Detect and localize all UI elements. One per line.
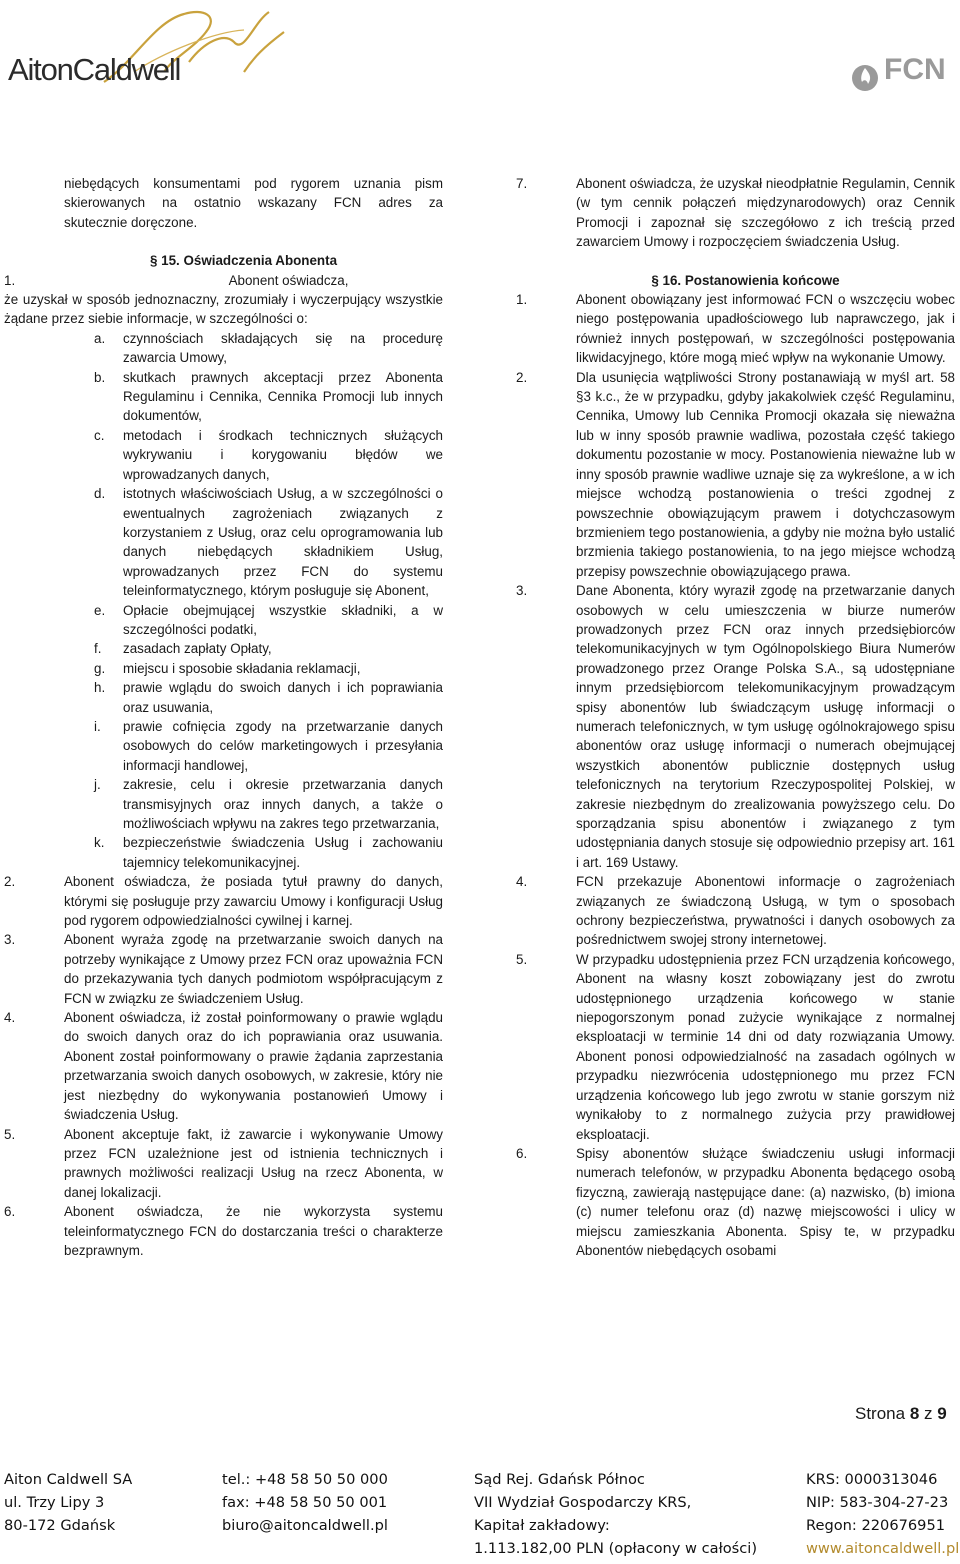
sub-item-letter: k. bbox=[94, 835, 105, 851]
brand-left-text: AitonCaldwell bbox=[8, 52, 181, 87]
footer-line: Aiton Caldwell SA bbox=[4, 1471, 133, 1488]
list-item bbox=[516, 290, 955, 368]
list-item bbox=[516, 581, 955, 872]
page-number bbox=[855, 1404, 947, 1423]
list-item bbox=[516, 1144, 955, 1260]
footer-line: Sąd Rej. Gdańsk Północ bbox=[474, 1471, 645, 1488]
list-item bbox=[4, 1202, 443, 1260]
list-item bbox=[516, 174, 955, 252]
footer bbox=[0, 1462, 960, 1564]
sub-item-text: bezpieczeństwie świadczenia Usług i zachowaniu tajemnicy telekomunikacyjnej. bbox=[123, 835, 443, 870]
sub-item-letter: d. bbox=[94, 486, 106, 502]
item-text: Spisy abonentów służące świadczeniu usługi informacji numerach telefonów, w przypadku Abonenta będącego osobą fizyczną, zawierają następujące dane: (a) nazwisko, (b) imiona (c) numer telefonu oraz (d) nazwę miejscowości i ulicy w miejscu zamieszkania Abonenta. Spisy te, w przypadku Abonentów niebędących osobami bbox=[576, 1145, 955, 1258]
sub-item-letter: b. bbox=[94, 369, 106, 385]
footer-line: tel.: +48 58 50 50 000 bbox=[222, 1471, 388, 1488]
item-number: 1. bbox=[516, 292, 528, 308]
footer-line: Kapitał zakładowy: bbox=[474, 1517, 610, 1534]
list-item bbox=[516, 872, 955, 950]
numbered-list bbox=[4, 872, 443, 1260]
numbered-list bbox=[516, 290, 955, 1260]
sub-item-text: Opłacie obejmującej wszystkie składniki, a w szczególności podatki, bbox=[123, 602, 443, 637]
item-number: 5. bbox=[4, 1126, 16, 1142]
intro-paragraph bbox=[4, 174, 443, 232]
item-text: Abonent oświadcza, że uzyskał nieodpłatnie Regulamin, Cennik (w tym cennik połączeń międzynarodowych) oraz Cennik Promocji i zapoznał się szczegółowo z ich treścią przed zawarciem Umowy i rozpoczęciem świadczenia Usług. bbox=[576, 176, 955, 250]
item-number: 3. bbox=[4, 932, 16, 948]
item-text: FCN przekazuje Abonentowi informacje o zagrożeniach związanych ze świadczoną Usługą, w tym o sposobach ochrony bezpieczeństwa, prywatności i danych osobowych za pośrednictwem swojej strony internetowej. bbox=[576, 874, 955, 948]
flame-logo-icon bbox=[850, 60, 880, 94]
item-number: 7. bbox=[516, 176, 528, 191]
sub-item-letter: j. bbox=[94, 777, 101, 793]
page-sep: z bbox=[924, 1404, 933, 1423]
sub-item-letter: f. bbox=[94, 641, 102, 657]
item-text: Abonent oświadcza, iż został poinformowany o prawie wglądu do swoich danych oraz do ich poprawiania oraz usuwania. Abonent został poinformowany o prawie żądania zaprzestania przetwarzania swoich danych osobowych, w zakresie, który nie jest niezbędny do wykonywania postanowień Umowy i świadczenia Usług. bbox=[64, 1010, 443, 1123]
sub-item-text: istotnych właściwościach Usług, a w szczególności o ewentualnych zagrożeniach związanych z korzystaniem z Usług, oraz celu oprogramowania lub danych niebędących składnikiem Usług, wprowadzanych przez FCN do systemu teleinformatycznego, którym posługuje się Abonent, bbox=[123, 486, 443, 599]
item-text: Abonent akceptuje fakt, iż zawarcie i wykonywanie Umowy przez FCN uzależnione jest od istnienia technicznych i prawnych możliwości realizacji Usług na rzecz Abonenta, w danej lokalizacji. bbox=[64, 1126, 443, 1200]
sub-list bbox=[4, 329, 443, 872]
sub-item-letter: h. bbox=[94, 680, 106, 696]
sub-list-item bbox=[94, 601, 443, 640]
sub-item-letter: e. bbox=[94, 602, 106, 618]
item-text: Dane Abonenta, który wyraził zgodę na przetwarzanie danych osobowych w celu umieszczenia w biurze numerów prowadzonych przez FCN oraz innych przedsiębiorców telekomunikacyjnych w tym Ogólnopolskiego Biura Numerów prowadzonego przez Orange Polska S.A., są udostępniane innym przedsiębiorcom telekomunikacyjnym prowadzącym spisy abonentów lub świadczącym usługę informacji o numerach telefonicznych, w tym usługę ogólnokrajowego spisu abonentów oraz usługę informacji o numerach obejmującej wszystkich abonentów publicznie dostępnych usług telefonicznych na terytorium Rzeczypospolitej Polskiej, w zakresie niezbędnym do zrealizowania powyższego celu. Do sporządzania spisu abonentów i związanego z tym udostępniania danych stosuje się odpowiednio przepisy art. 161 i art. 169 Ustawy. bbox=[576, 583, 955, 870]
footer-line: KRS: 0000313046 bbox=[806, 1471, 938, 1488]
sub-list-item bbox=[94, 659, 443, 678]
sub-item-letter: i. bbox=[94, 718, 101, 734]
footer-registry bbox=[474, 1468, 757, 1560]
item-number: 6. bbox=[4, 1204, 16, 1220]
footer-line: ul. Trzy Lipy 3 bbox=[4, 1494, 105, 1511]
list-item bbox=[4, 930, 443, 1008]
list-item bbox=[4, 271, 443, 290]
item-number: 2. bbox=[4, 874, 16, 890]
footer-line: 80-172 Gdańsk bbox=[4, 1517, 116, 1534]
sub-list-item bbox=[94, 678, 443, 717]
sub-list-item bbox=[94, 717, 443, 775]
sub-item-text: miejscu i sposobie składania reklamacji, bbox=[123, 660, 361, 676]
sub-item-text: prawie cofnięcia zgody na przetwarzanie danych osobowych do celów marketingowych i przesyłania informacji handlowej, bbox=[123, 718, 443, 773]
list-item bbox=[4, 1125, 443, 1203]
item-number: 4. bbox=[4, 1010, 16, 1026]
item-text: W przypadku udostępnienia przez FCN urządzenia końcowego, Abonent na własny koszt zobowiązany jest do zwrotu udostępnionego urządzenia końcowego w stanie niepogorszonym ponad zużycie wynikające z normalnej eksploatacji w terminie 14 dni od daty rozwiązania Umowy. Abonent ponosi odpowiedzialność na zasadach ogólnych w przypadku niezwrócenia udostępnionego mu przez FCN urządzenia końcowego lub jego zwrotu w stanie gorszym niż wynikałoby to z normalnego zużycia przy prawidłowej eksploatacji. bbox=[576, 951, 955, 1142]
section-heading: § 15. Oświadczenia Abonenta bbox=[149, 253, 338, 269]
sub-item-text: zakresie, celu i okresie przetwarzania danych transmisyjnych oraz innych danych, a także o możliwościach wpływu na zakres tego przetwarzania, bbox=[123, 777, 443, 831]
sub-list-item bbox=[94, 368, 443, 426]
footer-line: Regon: 220676951 bbox=[806, 1517, 946, 1534]
item-number: 5. bbox=[516, 951, 528, 967]
footer-ids bbox=[806, 1468, 959, 1560]
list-item bbox=[4, 872, 443, 930]
item-number: 4. bbox=[516, 874, 528, 890]
item-text: Abonent obowiązany jest informować FCN o wszczęciu wobec niego postępowania upadłościowego lub naprawczego, jak i również innych postępowań, w szczególności postępowania likwidacyjnego, które mogą mieć wpływ na wykonanie Umowy. bbox=[576, 292, 955, 366]
text-line: niebędących konsumentami pod rygorem uznania pism bbox=[64, 176, 443, 191]
aiton-caldwell-logo bbox=[4, 2, 294, 94]
footer-line: fax: +48 58 50 50 001 bbox=[222, 1494, 388, 1511]
sub-item-letter: c. bbox=[94, 427, 105, 443]
text-line: skierowanych na ostatnio wskazany FCN adres za bbox=[64, 195, 443, 211]
sub-item-text: czynnościach składających się na procedurę zawarcia Umowy, bbox=[123, 330, 443, 366]
item-text: Abonent oświadcza, bbox=[228, 272, 349, 288]
sub-item-letter: g. bbox=[94, 660, 106, 676]
sub-item-text: metodach i środkach technicznych służących wykrywaniu i korygowaniu błędów we wprowadzanych danych, bbox=[123, 427, 443, 482]
item-text: Abonent oświadcza, że posiada tytuł prawny do danych, którymi się posługuje przy zawarciu Umowy i konfiguracji Usług pod rygorem odpowiedzialności cywilnej i karnej. bbox=[64, 874, 443, 929]
left-column bbox=[4, 174, 443, 1260]
sub-list-item bbox=[94, 426, 443, 484]
list-item bbox=[4, 1008, 443, 1124]
footer-line: VII Wydział Gospodarczy KRS, bbox=[474, 1494, 692, 1511]
item-number: 1. bbox=[4, 272, 16, 288]
item-text: że uzyskał w sposób jednoznaczny, zrozumiały i wyczerpujący wszystkie żądane przez siebie informacje, w szczególności o: bbox=[4, 292, 443, 327]
right-column bbox=[516, 174, 955, 1260]
item-text: Dla usunięcia wątpliwości Strony postanawiają w myśl art. 58 §3 k.c., że w przypadku, gdyby jakakolwiek część Regulaminu, Cennika, Umowy lub Cennika Promocji okazała się nieważna lub w inny sposób prawnie wadliwa, pozostała część takiego dokumentu pozostanie w mocy. Postanowienia nieważne lub w inny sposób prawnie wadliwe uznaje się za wykreślone, a w ich miejsce wchodzą postanowienia o treści zgodnej z powszechnie obowiązującym prawem i dotychczasowym brzmieniem tego postanowienia, a gdyby nie można było ustalić brzmienia takiego postanowienia, to na jego miejsce wchodzą przepisy powszechnie obowiązującego prawa. bbox=[576, 369, 955, 579]
page-total: 9 bbox=[937, 1404, 947, 1423]
item-number: 6. bbox=[516, 1145, 528, 1161]
footer-website-link[interactable]: www.aitoncaldwell.pl bbox=[806, 1540, 960, 1557]
sub-item-text: zasadach zapłaty Opłaty, bbox=[123, 641, 272, 657]
footer-line: 1.113.182,00 PLN (opłacony w całości) bbox=[474, 1540, 758, 1557]
sub-list-item bbox=[94, 639, 443, 658]
list-item bbox=[516, 950, 955, 1144]
item-text: Abonent wyraża zgodę na przetwarzanie swoich danych na potrzeby wynikające z Umowy przez FCN oraz upoważnia FCN do przekazywania tych danych podmiotom współpracującym z FCN w związku ze świadczeniem Usług. bbox=[64, 932, 443, 1006]
item-number: 3. bbox=[516, 583, 528, 599]
sub-list-item bbox=[94, 484, 443, 600]
list-item bbox=[516, 368, 955, 581]
brand-right-text: FCN bbox=[884, 53, 946, 86]
footer-line: NIP: 583-304-27-23 bbox=[806, 1494, 949, 1511]
sub-list-item bbox=[94, 329, 443, 368]
footer-contact bbox=[222, 1468, 388, 1537]
item-text: Abonent oświadcza, że nie wykorzysta systemu teleinformatycznego FCN do dostarczania treści o charakterze bezprawnym. bbox=[64, 1204, 443, 1258]
section-heading: § 16. Postanowienia końcowe bbox=[651, 272, 840, 288]
sub-item-text: skutkach prawnych akceptacji przez Abonenta Regulaminu i Cennika, Cennika Promocji lub innych dokumentów, bbox=[123, 369, 443, 424]
item-number: 2. bbox=[516, 369, 528, 385]
footer-email[interactable]: biuro@aitoncaldwell.pl bbox=[222, 1517, 388, 1534]
page-current: 8 bbox=[909, 1404, 920, 1423]
footer-company bbox=[4, 1468, 132, 1537]
sub-item-letter: a. bbox=[94, 330, 106, 346]
text-line: skutecznie doręczone. bbox=[64, 214, 198, 230]
sub-list-item bbox=[94, 775, 443, 833]
sub-item-text: prawie wglądu do swoich danych i ich poprawiania oraz usuwania, bbox=[123, 680, 443, 715]
page-label: Strona bbox=[855, 1404, 906, 1423]
sub-list-item bbox=[94, 833, 443, 872]
